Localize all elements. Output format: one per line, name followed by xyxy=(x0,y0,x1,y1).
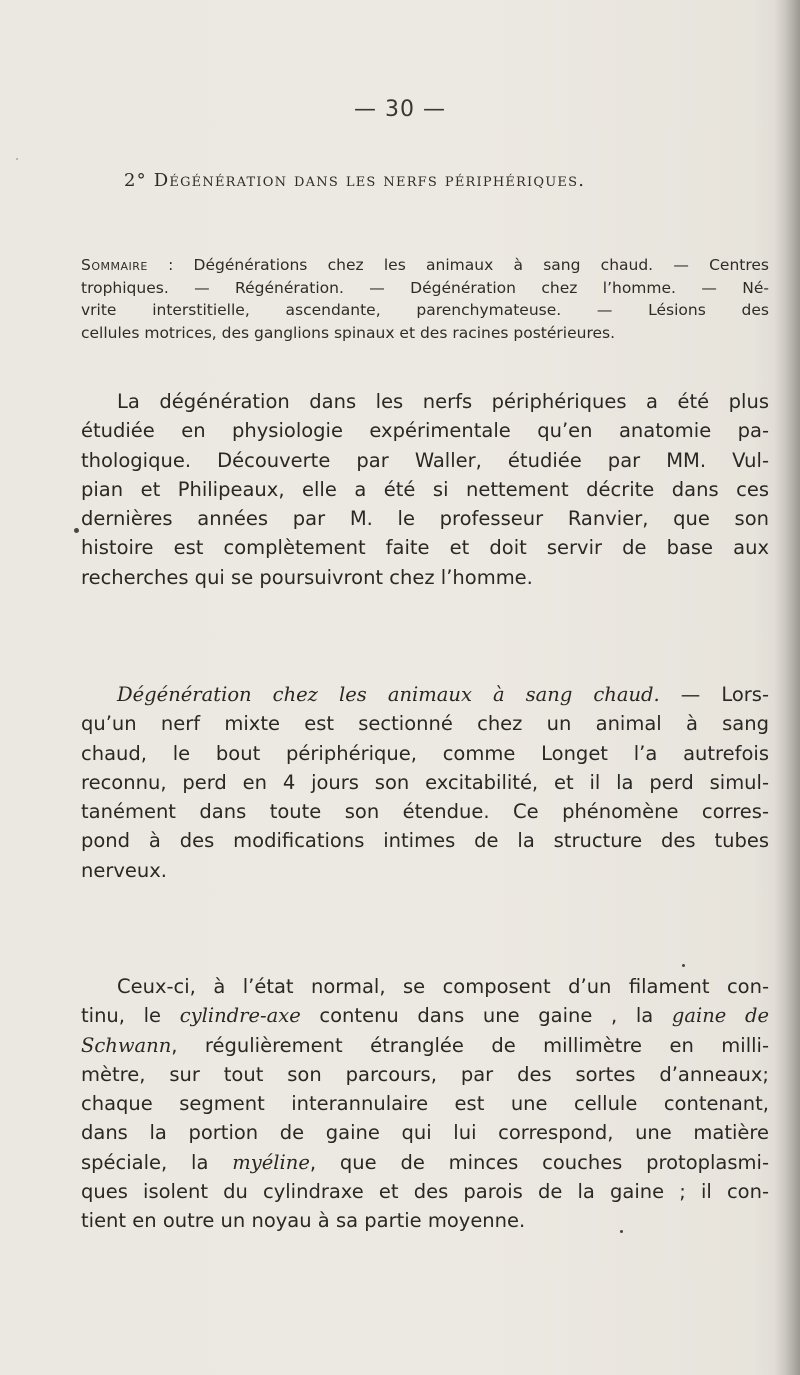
paragraph-animals xyxy=(81,680,769,885)
paragraph-line xyxy=(81,1031,769,1060)
paragraph-line: qu’un nerf mixte est sectionné chez un animal à sang xyxy=(81,712,769,736)
paragraph-line: étudiée en physiologie expérimentale qu’en anatomie pa- xyxy=(81,419,769,443)
text-run: contenu dans une gaine , la xyxy=(300,1004,672,1028)
ink-speck xyxy=(16,158,18,160)
paragraph-line: recherches qui se poursuivront chez l’homme. xyxy=(81,565,533,589)
paragraph-line: Ceux-ci, à l’état normal, se composent d’un filament con- xyxy=(117,975,769,998)
paragraph-line: dans la portion de gaine qui lui correspond, une matière xyxy=(81,1121,769,1145)
paragraph-line: chaud, le bout périphérique, comme Longet l’a autrefois xyxy=(81,741,769,765)
summary-line-1 xyxy=(81,254,769,277)
paragraph-line: La dégénération dans les nerfs périphériques a été plus xyxy=(117,390,769,413)
paragraph-line: mètre, sur tout son parcours, par des sortes d’anneaux; xyxy=(81,1062,769,1086)
paragraph-line: dernières années par M. le professeur Ranvier, que son xyxy=(81,507,769,531)
paragraph-line: pond à des modifications intimes de la structure des tubes xyxy=(81,829,769,853)
text-run: tinu, le xyxy=(81,1004,180,1028)
section-title: Dégénération chez les animaux à sang chaud. xyxy=(117,683,660,706)
italic-term: Schwann xyxy=(81,1033,172,1057)
italic-term: cylindre-axe xyxy=(179,1004,301,1028)
summary-line-3: vrite interstitielle, ascendante, parenchymateuse. — Lésions des xyxy=(81,301,769,319)
paragraph-intro xyxy=(81,387,769,592)
text-run: , que de minces couches protoplasmi- xyxy=(309,1150,769,1174)
paragraph-line: histoire est complètement faite et doit servir de base aux xyxy=(81,536,769,560)
italic-term: gaine de xyxy=(671,1004,769,1028)
page-edge-shadow xyxy=(774,0,800,1375)
paragraph-line: ques isolent du cylindraxe et des parois de la gaine ; il con- xyxy=(81,1180,769,1204)
paragraph-line: nerveux. xyxy=(81,858,168,882)
paragraph-line: pian et Philipeaux, elle a été si nettement décrite dans ces xyxy=(81,477,769,501)
italic-term: myéline xyxy=(232,1150,310,1174)
ink-speck xyxy=(74,528,79,533)
paragraph-line: tanément dans toute son étendue. Ce phénomène corres- xyxy=(81,800,769,824)
paragraph-line xyxy=(81,680,769,709)
paragraph-line: chaque segment interannulaire est une cellule contenant, xyxy=(81,1092,769,1116)
summary-line-2: trophiques. — Régénération. — Dégénération chez l’homme. — Né- xyxy=(81,278,769,297)
page-number: — 30 — xyxy=(354,97,446,122)
chapter-heading: 2° Dégénération dans les nerfs périphériques. xyxy=(124,170,586,191)
text-run: , régulièrement étranglée de millimètre en milli- xyxy=(171,1033,769,1057)
summary-label: Sommaire xyxy=(81,256,148,274)
summary-block xyxy=(81,254,769,344)
section-title-rest: — Lors- xyxy=(659,683,769,706)
paragraph-line xyxy=(81,1001,769,1030)
paragraph-line: tient en outre un noyau à sa partie moyenne. xyxy=(81,1209,526,1233)
paragraph-line xyxy=(81,1148,769,1177)
summary-line-1-text: : Dégénérations chez les animaux à sang chaud. — Centres xyxy=(147,256,769,274)
ink-speck xyxy=(682,964,685,967)
paragraph-line: thologique. Découverte par Waller, étudiée par MM. Vul- xyxy=(81,448,769,472)
summary-line-4: cellules motrices, des ganglions spinaux et des racines postérieures. xyxy=(81,323,616,342)
paragraph-normal-state xyxy=(81,972,769,1236)
paragraph-line: reconnu, perd en 4 jours son excitabilité, et il la perd simul- xyxy=(81,770,769,794)
text-run: spéciale, la xyxy=(81,1150,233,1174)
ink-speck xyxy=(620,1230,623,1233)
